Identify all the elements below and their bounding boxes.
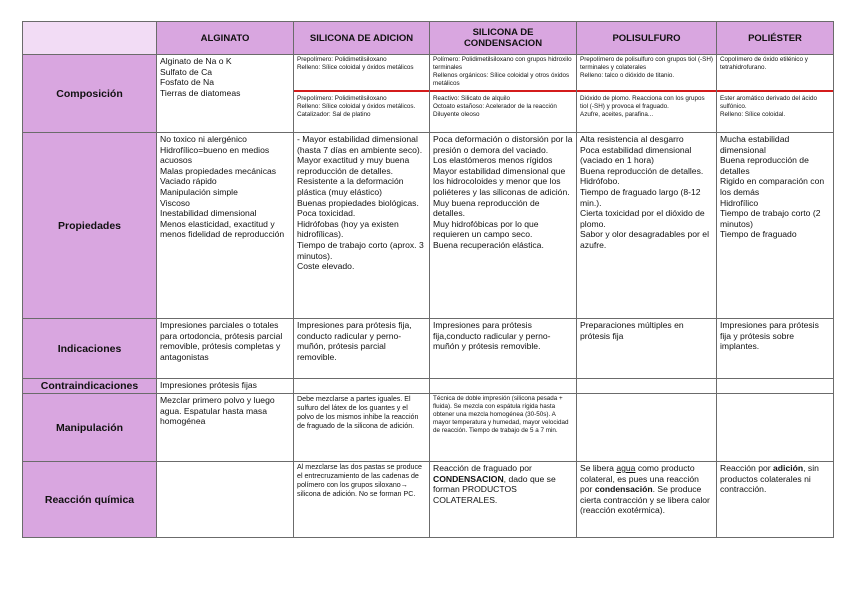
line: Los elastómeros menos rígidos	[433, 155, 553, 166]
line: Prepolímero: Polidimetilsiloxano	[297, 56, 387, 63]
row-contraindicaciones	[23, 379, 834, 394]
header-silicona-adicion: SILICONA DE ADICION	[294, 22, 430, 55]
cell-indicaciones-polisulfuro: Preparaciones múltiples en prótesis fija	[577, 319, 717, 379]
cell-indicaciones-poliester: Impresiones para prótesis fija y prótesis sobre implantes.	[717, 319, 834, 379]
emphasis: condensación	[594, 484, 653, 495]
row-label-indicaciones: Indicaciones	[23, 319, 157, 379]
cell-reaccion-condensacion	[430, 462, 577, 538]
text: Reacción de fraguado por	[433, 463, 532, 473]
cell-contraindicaciones-alginato: Impresiones prótesis fijas	[157, 379, 294, 394]
cell-composicion-polisulfuro	[577, 55, 717, 133]
cell-propiedades-adicion	[294, 133, 430, 319]
line: Relleno: Sílice coloidal y óxidos metálicos	[297, 64, 414, 71]
line: Hidrófobo.	[580, 176, 620, 187]
cell-propiedades-polisulfuro	[577, 133, 717, 319]
cell-reaccion-alginato	[157, 462, 294, 538]
text: , sin productos colaterales ni contracción.	[720, 463, 819, 495]
line: Octoato estañoso: Acelerador de la reacción	[433, 103, 557, 110]
row-label-manipulacion: Manipulación	[23, 394, 157, 462]
subcell-catalyst	[433, 92, 573, 119]
header-row	[23, 22, 834, 55]
row-label-contraindicaciones: Contraindicaciones	[23, 379, 157, 394]
row-label-composicion: Composición	[23, 55, 157, 133]
cell-manipulacion-poliester	[717, 394, 834, 462]
line: Tiempo de trabajo corto (aprox. 3 minutos).	[297, 239, 424, 261]
line: Resistente a la deformación plástica (muy elástico)	[297, 176, 404, 197]
line: Relleno: talco o dióxido de titanio.	[580, 72, 675, 79]
cell-reaccion-polisulfuro	[577, 462, 717, 538]
emphasis: CONDENSACION	[433, 473, 504, 484]
header-polisulfuro: POLISULFURO	[577, 22, 717, 55]
line: Dióxido de plomo. Reacciona con los grupos tiol (-SH) y provoca el fraguado.	[580, 95, 705, 110]
text: Reacción por	[720, 463, 774, 473]
line: Poca deformación o distorsión por la presión o demora del vaciado.	[433, 134, 573, 155]
cell-composicion-adicion	[294, 55, 430, 133]
line: Rigido en comparación con los demás	[720, 176, 825, 197]
arrow-icon: →	[400, 481, 408, 489]
text: , dado que se forman PRODUCTOS COLATERALES.	[433, 473, 556, 505]
line: Prepolímero: Polidimetilsiloxano	[297, 95, 387, 102]
line: Relleno: Sílice coloidal.	[720, 111, 786, 118]
line: Ester aromático derivado del ácido sulfónico.	[720, 95, 817, 110]
subcell-base	[294, 56, 429, 92]
line: Alginato de Na o K	[160, 56, 232, 66]
cell-manipulacion-adicion: Debe mezclarse a partes iguales. El sulfuro del látex de los guantes y el polvo de los mismos inhibe la reacción de fraguado de la silicona de adición.	[294, 394, 430, 462]
line: Tiempo de trabajo corto (2 minutos)	[720, 208, 821, 229]
underlined: agua	[616, 463, 636, 473]
emphasis: adición	[773, 463, 804, 473]
line: Sabor y olor desagradables por el azufre.	[580, 229, 709, 250]
line: Sulfato de Ca	[160, 66, 213, 77]
cell-composicion-condensacion	[430, 55, 577, 133]
row-label-propiedades: Propiedades	[23, 133, 157, 319]
cell-manipulacion-alginato: Mezclar primero polvo y luego agua. Espatular hasta masa homogénea	[157, 394, 294, 462]
cell-contraindicaciones-poliester	[717, 379, 834, 394]
line: Buena recuperación elástica.	[433, 239, 544, 250]
cell-propiedades-condensacion	[430, 133, 577, 319]
line: Tierras de diatomeas	[160, 87, 241, 98]
row-composicion	[23, 55, 834, 133]
row-manipulacion	[23, 394, 834, 462]
line: Buena reproducción de detalles	[720, 155, 809, 176]
cell-contraindicaciones-condensacion	[430, 379, 577, 394]
text: como producto colateral, es pues una reacción por	[580, 463, 699, 495]
line: Poca estabilidad dimensional (vaciado en 1 hora)	[580, 144, 692, 166]
cell-reaccion-adicion	[294, 462, 430, 538]
cell-propiedades-alginato	[157, 133, 294, 319]
subcell-base	[430, 56, 576, 92]
text: . Se produce cierta contracción y se libera calor (reacción exotérmica).	[580, 484, 710, 516]
header-alginato: ALGINATO	[157, 22, 294, 55]
line: Hidrofílico=bueno en medios acuosos	[160, 144, 270, 166]
subcell-catalyst	[297, 92, 426, 119]
cell-reaccion-poliester	[717, 462, 834, 538]
subcell-catalyst	[720, 92, 830, 119]
line: Tiempo de fraguado	[720, 229, 797, 240]
cell-manipulacion-polisulfuro	[577, 394, 717, 462]
cell-propiedades-poliester	[717, 133, 834, 319]
row-label-reaccion: Reacción química	[23, 462, 157, 538]
line: Muy hidrofóbicas por lo que requieren un campo seco.	[433, 218, 539, 240]
line: Coste elevado.	[297, 261, 355, 272]
line: Inestabilidad dimensional	[160, 208, 257, 219]
header-corner	[23, 22, 157, 55]
line: Azufre, aceites, parafina...	[580, 111, 654, 118]
header-poliester: POLIÉSTER	[717, 22, 834, 55]
line: Copolímero de óxido etilénico y tetrahidrofurano.	[720, 56, 808, 71]
line: Buena reproducción de detalles.	[580, 165, 704, 176]
line: Menos elasticidad, exactitud y menos fidelidad de reproducción	[160, 218, 285, 240]
line: Viscoso	[160, 197, 190, 208]
cell-indicaciones-alginato: Impresiones parciales o totales para ortodoncia, prótesis parcial removible, prótesis completas y antagonistas	[157, 319, 294, 379]
line: Mayor estabilidad dimensional que los hidrocoloides y menor que los poliéteres y las siliconas de adición.	[433, 165, 570, 197]
line: Catalizador: Sal de platino	[297, 111, 371, 118]
comparison-table	[22, 21, 834, 538]
subcell-catalyst	[580, 92, 713, 119]
line: Rellenos orgánicos: Sílice coloidal y otros óxidos metálicos	[433, 72, 570, 87]
line: Fosfato de Na	[160, 77, 214, 88]
subcell-base	[577, 56, 716, 92]
header-silicona-condensacion: SILICONA DE CONDENSACION	[430, 22, 577, 55]
cell-indicaciones-adicion: Impresiones para prótesis fija, conducto radicular y perno-muñón, prótesis parcial removible.	[294, 319, 430, 379]
subcell-base	[717, 56, 833, 92]
line: Malas propiedades mecánicas	[160, 165, 277, 176]
cell-contraindicaciones-adicion	[294, 379, 430, 394]
line: Buenas propiedades biológicas. Poca toxicidad.	[297, 197, 419, 219]
line: Muy buena reproducción de detalles.	[433, 197, 540, 219]
text: Al mezclarse las dos pastas se produce el entrecruzamiento de las cadenas de polímero con los grupos siloxano	[297, 463, 422, 489]
cell-composicion-poliester	[717, 55, 834, 133]
cell-manipulacion-condensacion: Técnica de doble impresión (silicona pesada + fluida). Se mezcla con espátula rígida hasta obtener una mezcla homogénea (30-50s). A mayor temperatura y humedad, mayor velocidad de reacción. Tiempo de trabajo de 5 a 7 min.	[430, 394, 577, 462]
cell-contraindicaciones-polisulfuro	[577, 379, 717, 394]
line: Reactivo: Silicato de alquilo	[433, 95, 511, 102]
line: Vaciado rápido	[160, 176, 217, 187]
text: Se libera	[580, 463, 617, 473]
text: silicona de adición. No se forman PC.	[297, 490, 416, 498]
row-reaccion	[23, 462, 834, 538]
line: Hidrofílico	[720, 197, 759, 208]
row-propiedades	[23, 133, 834, 319]
line: Manipulación simple	[160, 186, 238, 197]
line: Mucha estabilidad dimensional	[720, 134, 790, 155]
line: Prepolímero de polisulfuro con grupos tiol (-SH) terminales y colaterales	[580, 56, 713, 71]
cell-indicaciones-condensacion: Impresiones para prótesis fija,conducto radicular y perno-muñón y prótesis removible.	[430, 319, 577, 379]
line: Tiempo de fraguado largo (8-12 min.).	[580, 186, 701, 208]
line: Hidrófobas (hoy ya existen hidrofílicas).	[297, 218, 399, 240]
line: Relleno: Sílice coloidal y óxidos metálicos.	[297, 103, 416, 110]
line: Cierta toxicidad por el dióxido de plomo.	[580, 208, 705, 229]
line: Alta resistencia al desgarro	[580, 134, 684, 144]
line: Mayor exactitud y muy buena reproducción de detalles.	[297, 155, 410, 176]
cell-composicion-alginato	[157, 55, 294, 133]
line: Polímero: Polidimetilsiloxano con grupos hidroxilo terminales	[433, 56, 572, 71]
row-indicaciones	[23, 319, 834, 379]
line: Diluyente oleoso	[433, 111, 480, 118]
line: No toxico ni alergénico	[160, 134, 247, 144]
line: - Mayor estabilidad dimensional (hasta 7 días en ambiente seco).	[297, 134, 423, 155]
